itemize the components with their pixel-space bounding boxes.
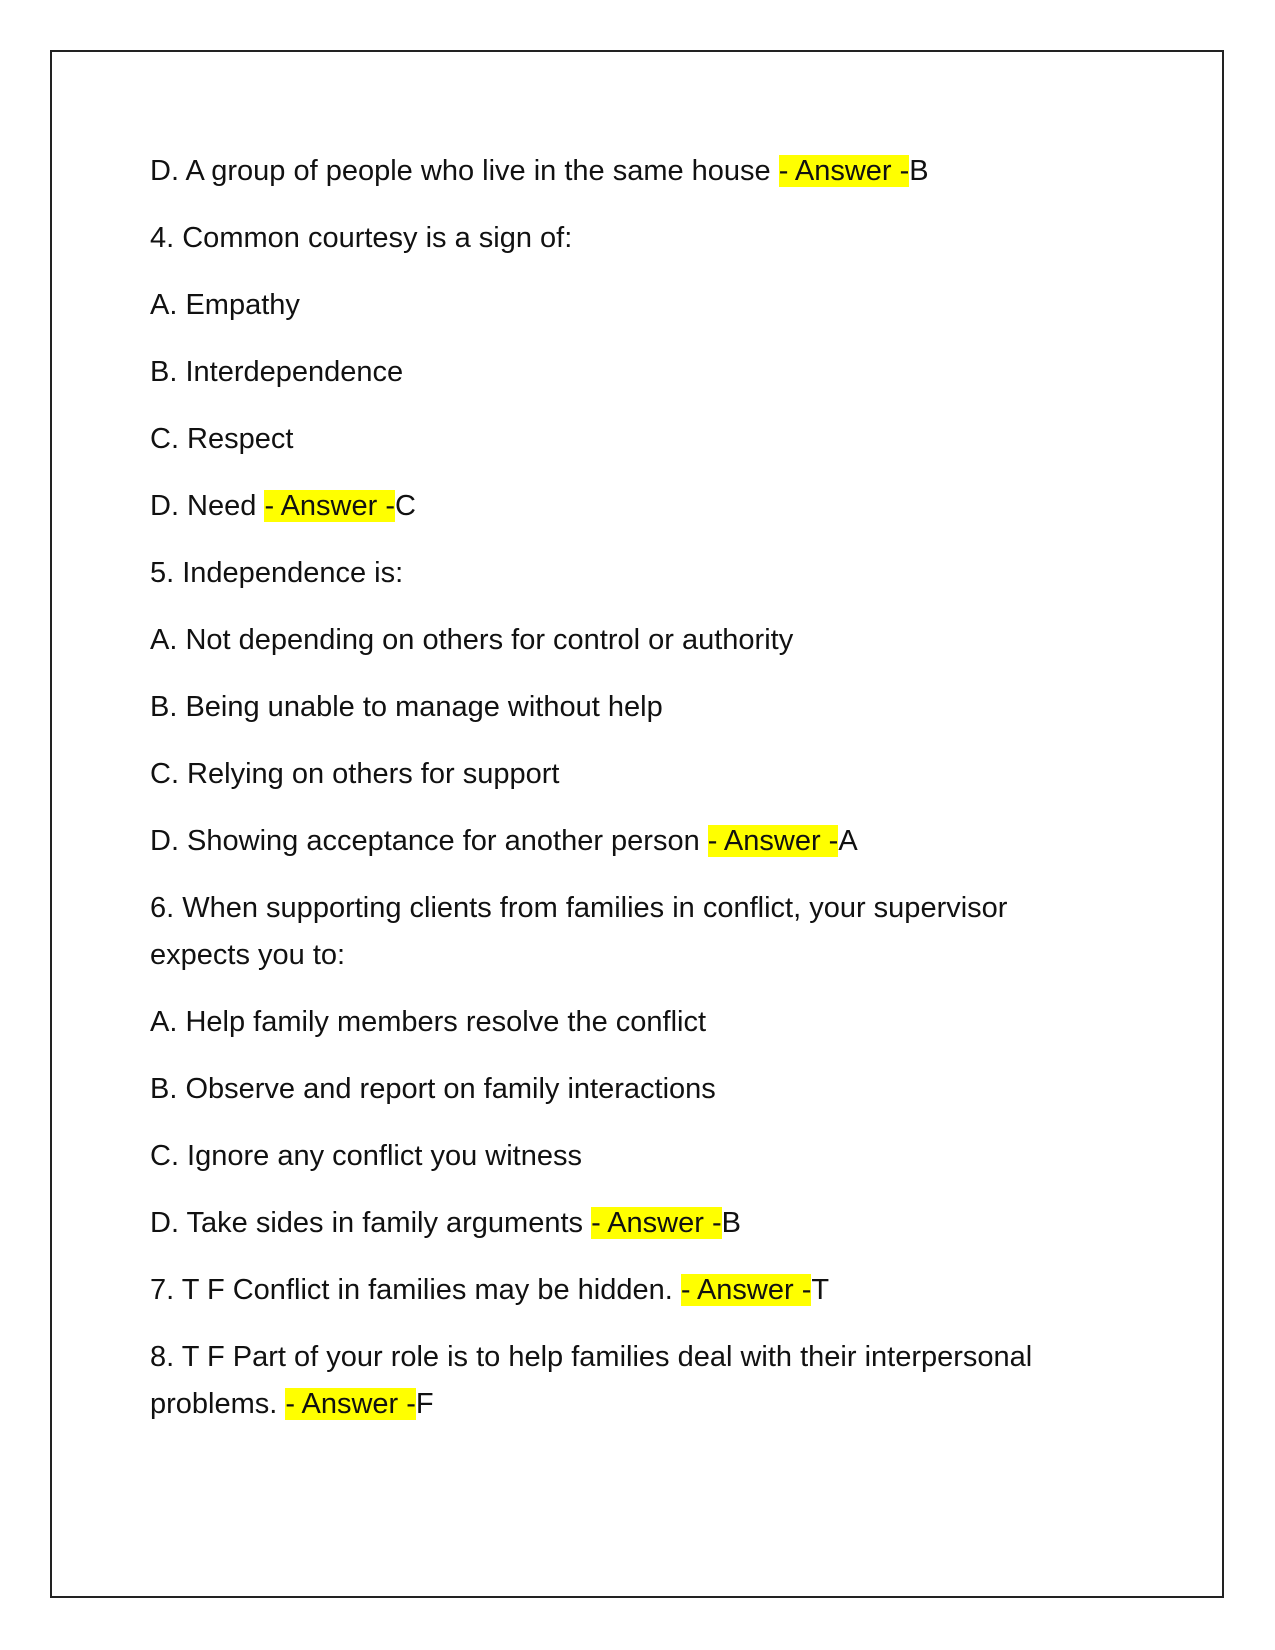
- option-line: [150, 1066, 1100, 1113]
- answer-value: B: [721, 1207, 741, 1239]
- answer-value: T: [811, 1274, 830, 1306]
- answer-value: F: [415, 1388, 434, 1420]
- answer-highlight: - Answer -: [285, 1388, 416, 1420]
- option-line: [150, 751, 1100, 798]
- line-text: B. Interdependence: [150, 356, 404, 388]
- answer-line: [150, 148, 1100, 195]
- line-text: 6. When supporting clients from families in conflict, your supervisor expects you to:: [150, 892, 1008, 971]
- line-text: 8. T F Part of your role is to help families deal with their interpersonal problems.: [150, 1341, 1033, 1420]
- answer-highlight: - Answer -: [707, 825, 839, 857]
- answer-value: B: [909, 155, 929, 187]
- line-text: A. Not depending on others for control or authority: [150, 624, 794, 656]
- answer-line: [150, 483, 1100, 530]
- answer-line: [150, 1267, 1100, 1314]
- line-text: C. Ignore any conflict you witness: [150, 1140, 582, 1172]
- option-line: [150, 999, 1100, 1046]
- line-text: 7. T F Conflict in families may be hidden.: [150, 1274, 681, 1306]
- question-line: [150, 550, 1100, 597]
- line-text: 5. Independence is:: [150, 557, 404, 589]
- line-text: D. Take sides in family arguments: [150, 1207, 592, 1239]
- line-text: C. Relying on others for support: [150, 758, 560, 790]
- line-text: A. Empathy: [150, 289, 300, 321]
- option-line: [150, 349, 1100, 396]
- line-text: D. Showing acceptance for another person: [150, 825, 708, 857]
- line-text: C. Respect: [150, 423, 294, 455]
- line-text: B. Being unable to manage without help: [150, 691, 663, 723]
- answer-highlight: - Answer -: [778, 155, 910, 187]
- answer-value: A: [838, 825, 858, 857]
- document-body: [150, 148, 1100, 1448]
- option-line: [150, 617, 1100, 664]
- line-text: D. A group of people who live in the same house: [150, 155, 779, 187]
- line-text: D. Need: [150, 490, 265, 522]
- answer-highlight: - Answer -: [264, 490, 395, 522]
- option-line: [150, 282, 1100, 329]
- question-line: [150, 215, 1100, 262]
- answer-line: [150, 1200, 1100, 1247]
- answer-value: C: [394, 490, 416, 522]
- option-line: [150, 416, 1100, 463]
- line-text: A. Help family members resolve the conflict: [150, 1006, 707, 1038]
- answer-highlight: - Answer -: [591, 1207, 722, 1239]
- option-line: [150, 1133, 1100, 1180]
- question-line: [150, 885, 1100, 979]
- option-line: [150, 684, 1100, 731]
- line-text: B. Observe and report on family interactions: [150, 1073, 716, 1105]
- line-text: 4. Common courtesy is a sign of:: [150, 222, 573, 254]
- answer-line: [150, 818, 1100, 865]
- answer-line: [150, 1334, 1100, 1428]
- answer-highlight: - Answer -: [680, 1274, 812, 1306]
